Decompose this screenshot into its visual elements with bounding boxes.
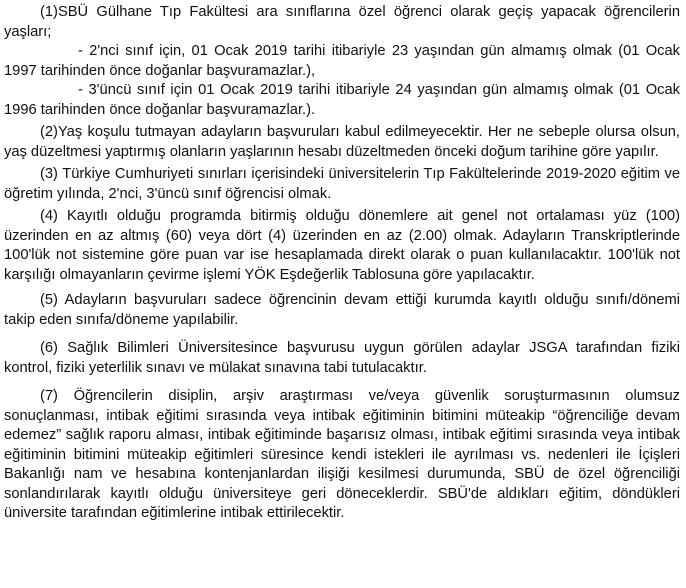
list-item-2nd-year: - 2'nci sınıf için, 01 Ocak 2019 tarihi itibariyle 23 yaşından gün almamış olmak (01 Ocak 1997 tarihinden önce doğanlar başvuramazlar.), bbox=[4, 43, 680, 79]
list-item-3rd-year: - 3'üncü sınıf için 01 Ocak 2019 tarihi itibariyle 24 yaşından gün almamış olmak (01 Ocak 1996 tarihinden önce doğanlar başvuramazlar.). bbox=[4, 82, 680, 118]
paragraph-7-termination: (7) Öğrencilerin disiplin, arşiv araştırması ve/veya güvenlik soruşturmasının olumsuz sonuçlanması, intibak eğitimi sırasında veya intibak eğitiminin bitimini müteakip “öğrenciliğe devam edemez” sağlık raporu alması, intibak eğitiminde başarısız olması, intibak eğitimi sırasında veya intibak eğitiminin bitimini müteakip eğitimleri süresince kendi istekleri ile ayrılması vs. nedenleri ile İçişleri Bakanlığı nam ve hesabına kontenjanlardan ilişiği kesilmesi durumunda, SBÜ de özel öğrenciliği sonlandırılarak kayıtlı olduğu üniversiteye geri döneceklerdir. SBÜ'de aldıkları eğitim, döndükleri üniversite tarafından eğitimlerine intibak ettirilecektir. bbox=[4, 388, 680, 521]
paragraph-4-gpa: (4) Kayıtlı olduğu programda bitirmiş olduğu dönemlere ait genel not ortalaması yüz (100) üzerinden en az altmış (60) veya dört (4) üzerinden en az (2.00) olmak. Adayların Transkriptlerinde 100'lük not sistemine göre puan var ise hesaplamada direkt olarak o puan kullanılacaktır. 100'lük not karşılığı olmayanların çevirme işlemi YÖK Eşdeğerlik Tablosuna göre yapılacaktır. bbox=[4, 208, 680, 283]
paragraph-5-application-scope: (5) Adayların başvuruları sadece öğrencinin devam ettiği kurumda kayıtlı olduğu sınıfı/dönemi takip eden sınıfa/döneme yapılabilir. bbox=[4, 292, 680, 328]
paragraph-6-jsga-exams: (6) Sağlık Bilimleri Üniversitesince başvurusu uygun görülen adaylar JSGA tarafından fiziki kontrol, fiziki yeterlilik sınavı ve mülakat sınavına tabi tutulacaktır. bbox=[4, 340, 680, 376]
paragraph-3-enrollment: (3) Türkiye Cumhuriyeti sınırları içerisindeki üniversitelerin Tıp Fakültelerinde 2019-2020 eğitim ve öğretim yılında, 2'nci, 3'üncü sınıf öğrencisi olmak. bbox=[4, 166, 680, 202]
paragraph-2-age-correction: (2)Yaş koşulu tutmayan adayların başvuruları kabul edilmeyecektir. Her ne sebeple olursa olsun, yaş düzeltmesi yaptırmış olanların yaşlarının hesabı düzeltmeden önceki doğum tarihine göre yapılır. bbox=[4, 124, 680, 160]
paragraph-1-age-requirement: (1)SBÜ Gülhane Tıp Fakültesi ara sınıflarına özel öğrenci olarak geçiş yapacak öğrencilerin yaşları; bbox=[4, 4, 680, 40]
